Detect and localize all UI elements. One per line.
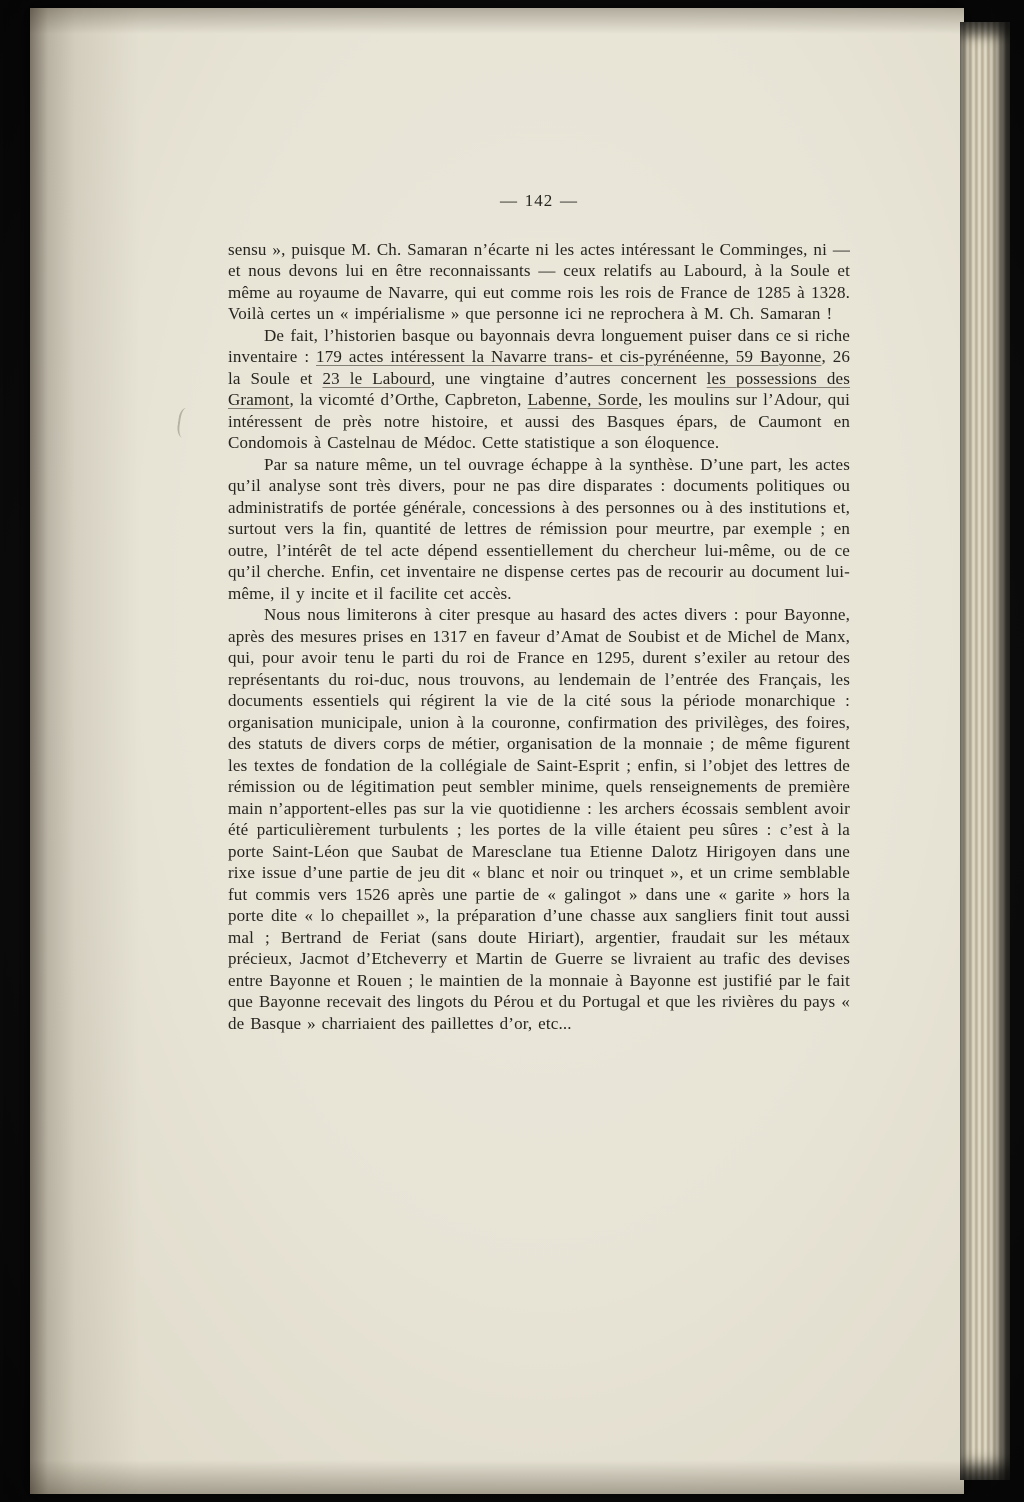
pencil-underlined-text: 179 actes intéressent la Navarre trans- et cis-pyrénéenne, 59 Bayonne <box>316 347 822 366</box>
page-bottom-shadow <box>30 1460 964 1494</box>
paragraph-4: Nous nous limiterons à citer presque au hasard des actes divers : pour Bayonne, après des mesures prises en 1317 en faveur d’Amat de Soubist et de Michel de Manx, qui, pour avoir tenu le parti du roi de France en 1295, durent s’exiler au retour des représentants du roi-duc, nous trouvons, au lendemain de l’entrée des Français, les documents essentiels qui régirent la vie de la cité sous la période monarchique : organisation municipale, union à la couronne, confirmation des privilèges, des foires, des statuts de divers corps de métier, organisation de la monnaie ; de même figurent les textes de fondation de la collégiale de Saint-Esprit ; enfin, si l’objet des lettres de rémission ou de légitimation peut sembler minime, quels renseignements de première main n’apportent-elles pas sur la vie quotidienne : les archers écossais semblent avoir été particulièrement turbulents ; les portes de la ville étaient peu sûres : c’est à la porte Saint-Léon que Saubat de Maresclane tua Etienne Dalotz Hirigoyen dans une rixe issue d’une partie de jeu dit « blanc et noir ou trinquet », et un crime semblable fut commis vers 1526 après une partie de « galingot » dans une « garite » hors la porte dite « lo chepaillet », la préparation d’une chasse aux sangliers finit tout aussi mal ; Bertrand de Feriat (sans doute Hiriart), argentier, fraudait sur les métaux précieux, Jacmot d’Etcheverry et Martin de Guerre se livraient au trafic des devises entre Bayonne et Rouen ; le maintien de la monnaie à Bayonne est justifié par le fait que Bayonne recevait des lingots du Pérou et du Portugal et que les rivières du pays « de Basque » charriaient des paillettes d’or, etc... <box>228 605 850 1033</box>
text-segment: , une vingtaine d’autres concernent <box>430 368 707 388</box>
book-page <box>30 8 964 1494</box>
pencil-underlined-text: Labenne, Sorde <box>527 390 639 409</box>
page-content <box>228 190 850 1034</box>
pencil-underlined-text: 23 le Labourd <box>322 368 431 388</box>
pencil-underlined-text: les possessions des Gramont <box>228 368 851 409</box>
page-top-shadow <box>30 8 964 34</box>
page-edge-stack <box>960 22 1010 1480</box>
paragraph-1: sensu », puisque M. Ch. Samaran n’écarte ni les actes intéressant le Comminges, ni — et nous devons lui en être reconnaissants — ceux relatifs au Labourd, à la Soule et même au royaume de Navarre, qui eut comme rois les rois de France de 1285 à 1328. Voilà certes un « impérialisme » que personne ici ne reprochera à M. Ch. Samaran ! <box>228 239 850 323</box>
paragraph-2 <box>228 325 850 454</box>
binding-gutter-shadow <box>30 8 150 1494</box>
paragraph-3: Par sa nature même, un tel ouvrage échappe à la synthèse. D’une part, les actes qu’il analyse sont très divers, pour ne pas dire disparates : documents politiques ou administratifs de portée générale, concessions à des personnes ou à des institutions et, surtout vers la fin, quantité de lettres de rémission pour meurtre, par exemple ; en outre, l’intérêt de tel acte dépend essentiellement du chercheur lui-même, ou de ce qu’il cherche. Enfin, cet inventaire ne dispense certes pas de recourir au document lui-même, il y incite et il facilite cet accès. <box>228 454 850 603</box>
text-segment: De fait, l’historien basque ou bayonnais devra longuement puiser dans ce si riche inventaire : <box>228 325 850 366</box>
text-segment: , la vicomté d’Orthe, Capbreton, <box>289 390 528 409</box>
margin-pencil-mark <box>176 407 196 439</box>
text-segment: , les moulins sur l’Adour, qui intéressent de près notre histoire, et aussi des Basques épars, de Caumont en Condomois à Castelnau de Médoc. Cette statistique a son éloquence. <box>228 390 850 452</box>
text-segment: , 26 la Soule et <box>228 347 850 388</box>
page-number: — 142 — <box>500 191 578 210</box>
